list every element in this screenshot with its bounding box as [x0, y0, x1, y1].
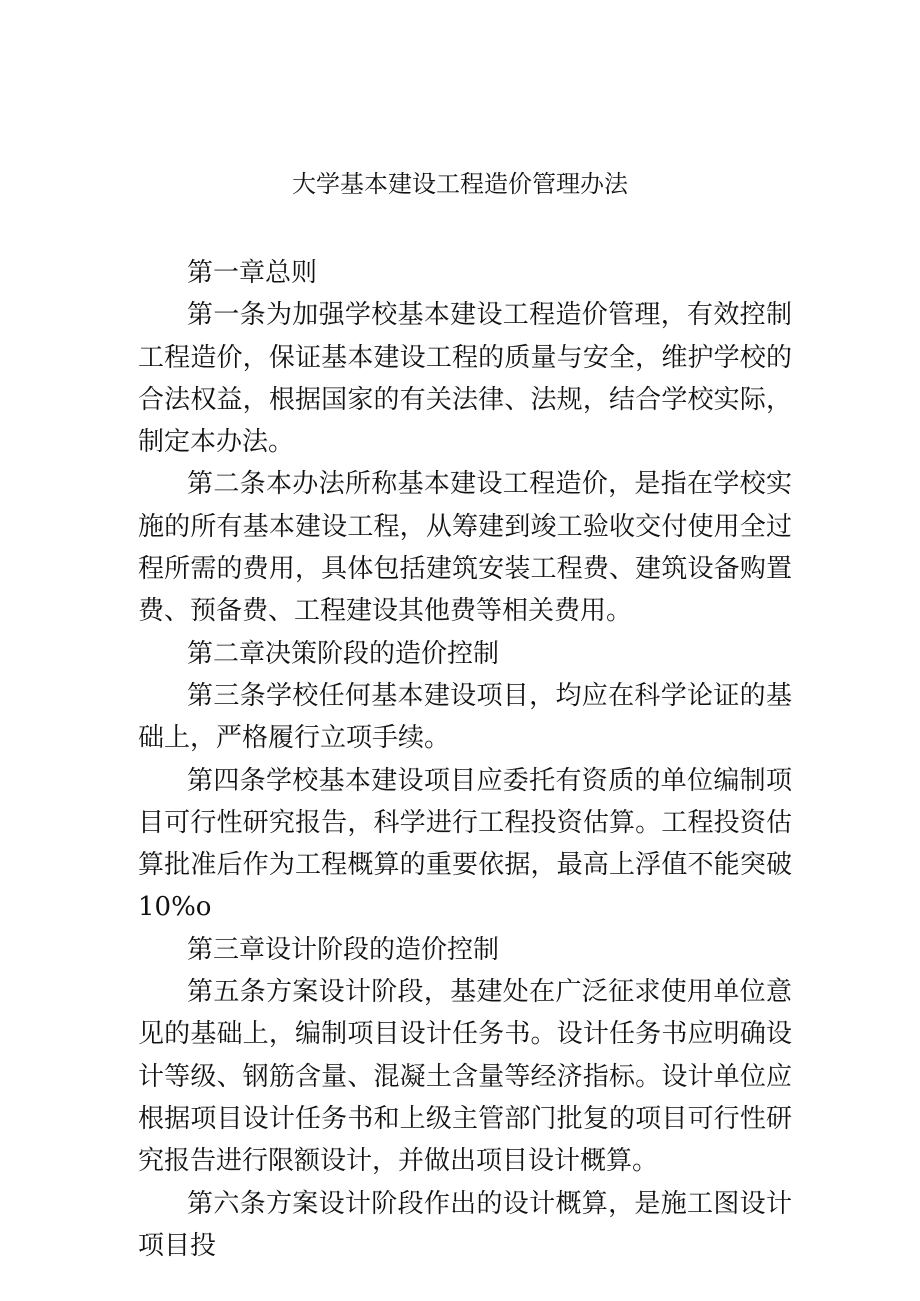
chapter-heading: 第二章决策阶段的造价控制: [187, 638, 500, 669]
article-paragraph: 第三条学校任何基本建设项目，均应在科学论证的基础上，严格履行立项手续。: [138, 680, 792, 754]
article-paragraph: 第五条方案设计阶段，基建处在广泛征求使用单位意见的基础上，编制项目设计任务书。设计任务书应明确设计等级、钢筋含量、混凝土含量等经济指标。设计单位应根据项目设计任务书和上级主管部门批复的项目可行性研究报告进行限额设计，并做出项目设计概算。: [138, 977, 792, 1177]
article-paragraph: 第二条本办法所称基本建设工程造价，是指在学校实施的所有基本建设工程，从筹建到竣工验收交付使用全过程所需的费用，具体包括建筑安装工程费、建筑设备购置费、预备费、工程建设其他费等相关费用。: [138, 469, 792, 627]
document-body: [138, 252, 792, 1267]
chapter-heading: 第三章设计阶段的造价控制: [187, 934, 500, 965]
chapter-heading: 第一章总则: [187, 258, 318, 288]
article-paragraph: 第四条学校基本建设项目应委托有资质的单位编制项目可行性研究报告，科学进行工程投资估算。工程投资估算批准后作为工程概算的重要依据，最高上浮值不能突破10%o: [138, 765, 792, 923]
document-title: 大学基本建设工程造价管理办法: [292, 170, 628, 198]
article-paragraph: 第六条方案设计阶段作出的设计概算，是施工图设计项目投: [138, 1188, 792, 1261]
article-paragraph: 第一条为加强学校基本建设工程造价管理，有效控制工程造价，保证基本建设工程的质量与安全，维护学校的合法权益，根据国家的有关法律、法规，结合学校实际，制定本办法。: [138, 300, 792, 458]
